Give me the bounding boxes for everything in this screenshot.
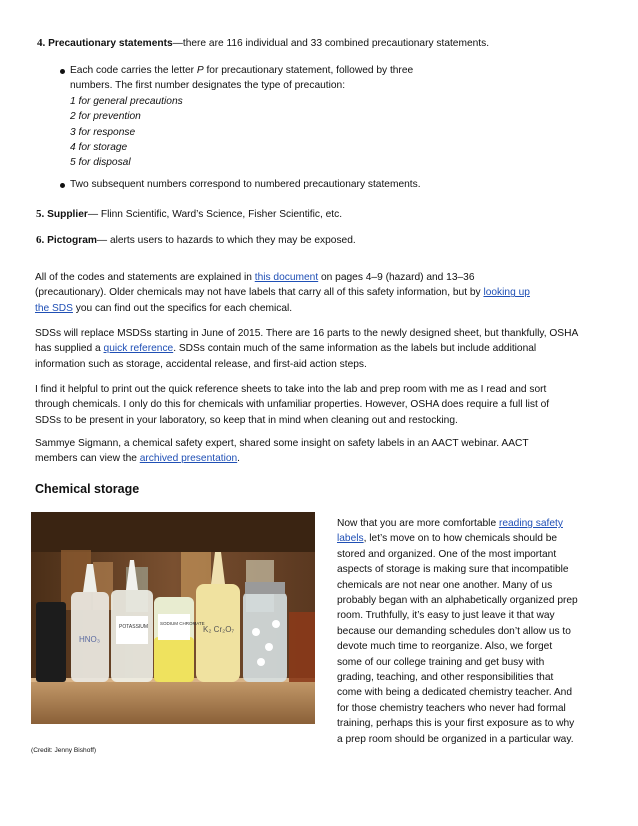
text: information such as storage, accidental release, and first-aid action steps. (35, 358, 367, 370)
text-line: grading, teaching, and other responsibilities that (337, 672, 554, 684)
type-item: 1 for general precautions (70, 95, 183, 107)
text-line: training, perhaps this is your first exposure as to why (337, 718, 575, 730)
section-desc: — Flinn Scientific, Ward’s Science, Fisher Scientific, etc. (87, 209, 343, 220)
section-desc: —there are 116 individual and 33 combined precautionary statements. (172, 38, 490, 49)
text: Each code carries the letter (70, 65, 197, 76)
text: . SDSs contain much of the same information as the labels but include additional (173, 343, 537, 355)
text: numbers. The first number designates the type of precaution: (70, 80, 346, 92)
section-term: Supplier (47, 209, 88, 220)
bullet-2-text: Two subsequent numbers correspond to numbered precautionary statements. (70, 179, 421, 190)
text-line: devote much time to reorganize. Also, we forget (337, 641, 553, 653)
text: for precautionary statement, followed by three (203, 65, 414, 76)
bullet-1-text (70, 63, 590, 171)
text: P (196, 65, 204, 76)
text-line: some of our college training and get busy with (337, 656, 545, 668)
text-line: chemicals are not near one another. Many of us (337, 579, 553, 591)
text-line: because our demanding schedules don’t allow us to (337, 625, 571, 637)
text-line: aspects of storage is making sure that incompatible (337, 564, 569, 576)
bottle-label-potassium: POTASSIUM (119, 624, 149, 630)
paragraph-print (35, 382, 625, 428)
reading-safety-labels-link-cont[interactable]: labels (337, 533, 364, 545)
reading-safety-labels-link[interactable]: reading safety (498, 518, 563, 529)
section-5-heading (36, 207, 596, 222)
section-term: Pictogram (47, 235, 97, 246)
text: , let’s move on to how chemicals should be (363, 533, 558, 545)
this-document-link[interactable]: this document (254, 272, 319, 283)
text: SDSs will replace MSDSs starting in June of 2015. There are 16 parts to the newly designed sheet, but thankfully, OSHA (35, 328, 579, 339)
text: All of the codes and statements are explained in (35, 272, 255, 283)
text-line: come with being a dedicated chemistry teacher. And (337, 687, 573, 699)
text: on pages 4–9 (hazard) and 13–36 (318, 272, 475, 283)
paragraph-codes (35, 270, 615, 316)
chemical-shelf-photo (31, 512, 315, 724)
section-number: 6. (36, 234, 45, 246)
section-number: 5. (36, 208, 45, 220)
text: (precautionary). Older chemicals may not have labels that carry all of this safety information, but by (35, 287, 484, 299)
text: I find it helpful to print out the quick reference sheets to take into the lab and prep room with me as I read and sort (35, 384, 547, 395)
text: Sammye Sigmann, a chemical safety expert, shared some insight on safety labels in an AACT webinar. AACT (35, 438, 529, 449)
type-item: 2 for prevention (70, 111, 141, 123)
text: has supplied a (35, 343, 104, 355)
text-line: a prep room should be organized in a particular way. (337, 733, 574, 745)
text: you can find out the specifics for each chemical. (72, 302, 293, 314)
type-item: 3 for response (70, 126, 136, 138)
looking-up-link[interactable]: looking up (483, 287, 530, 299)
paragraph-sds (35, 326, 625, 372)
archived-presentation-link[interactable]: archived presentation (139, 453, 238, 465)
bottle-label-sodium-chromate: SODIUM CHROMATE (160, 621, 205, 626)
text: SDSs to be present in your laboratory, so keep that in mind when cleaning out and restocking. (35, 414, 458, 426)
text-line: for those chemistry teachers who never had formal (337, 702, 566, 714)
bottle-label-k2cr2o7: K₂ Cr₂O₇ (203, 625, 235, 634)
photo-illustration (31, 512, 315, 724)
text: Now that you are more comfortable (337, 518, 499, 529)
type-item: 4 for storage (70, 142, 128, 154)
bullet-icon (60, 183, 65, 188)
text-line: stored and organized. One of the most important (337, 548, 557, 560)
bottle-label-hno3: HNO₃ (79, 635, 101, 644)
section-term: Precautionary statements (48, 38, 173, 49)
section-6-heading (36, 233, 596, 248)
bullet-icon (60, 69, 65, 74)
section-heading-chemical-storage: Chemical storage (35, 482, 140, 496)
the-sds-link[interactable]: the SDS (35, 302, 73, 314)
text-line: room. Truthfully, it’s easy to just leave it that way (337, 610, 555, 622)
section-4-heading (37, 36, 597, 51)
text: members can view the (35, 453, 140, 465)
photo-caption: (Credit: Jenny Bishoff) (31, 747, 97, 754)
text: through chemicals. I only do this for chemicals with unfamiliar properties. However, OSHA does require a full list of (35, 399, 550, 411)
section-number: 4. (37, 37, 46, 49)
storage-paragraph (337, 516, 607, 747)
text: . (237, 453, 241, 465)
section-desc: — alerts users to hazards to which they may be exposed. (96, 235, 356, 246)
type-item: 5 for disposal (70, 157, 131, 169)
text-line: probably began with an alphabetically organized prep (337, 595, 578, 607)
quick-reference-link[interactable]: quick reference (103, 343, 174, 355)
paragraph-webinar (35, 436, 625, 467)
